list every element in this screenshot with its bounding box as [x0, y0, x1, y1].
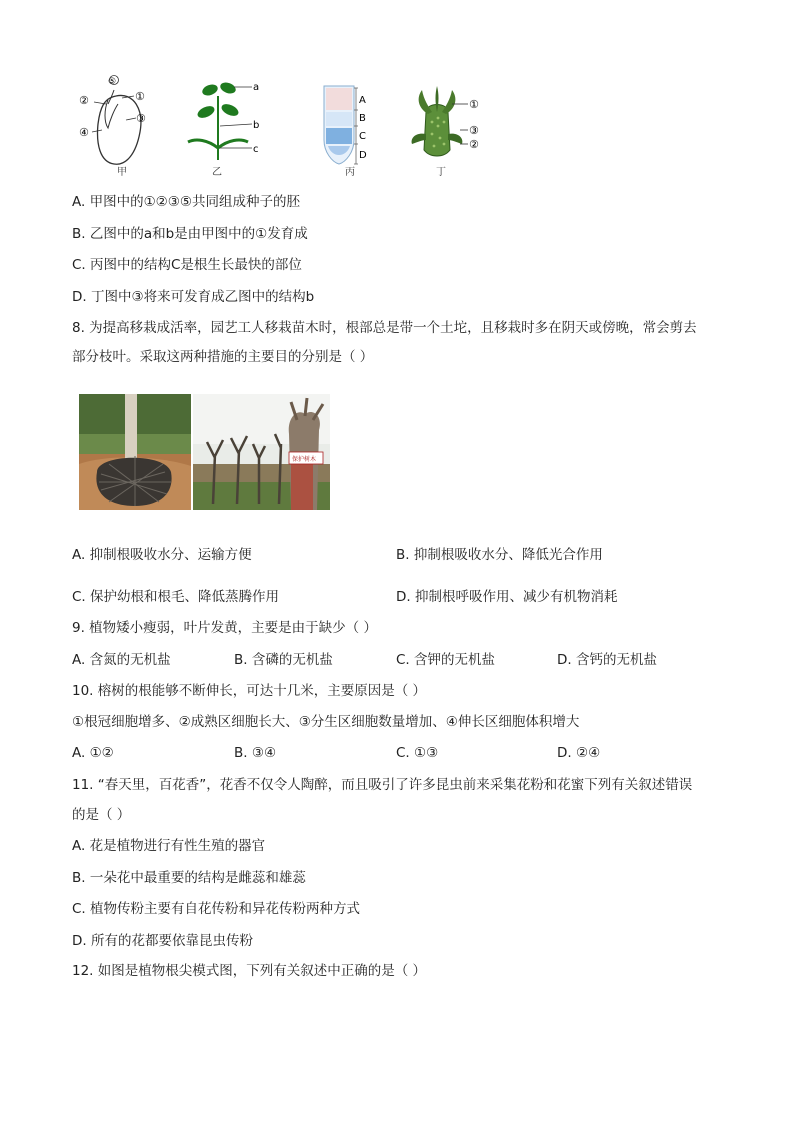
young-leaf-left [419, 90, 432, 114]
q9-option-a: A. 含氮的无机盐 [72, 652, 171, 668]
q7-option-c: C. 丙图中的结构C是根生长最快的部位 [72, 257, 302, 273]
bud-label-2: ② [469, 138, 479, 151]
seedling-label-a: a [253, 82, 260, 93]
figure-label-bing: 丙 [345, 167, 355, 178]
q8-stem-line1: 8. 为提高移栽成活率，园艺工人移栽苗木时，根部总是带一个土坨，且移栽时多在阴天或傍晚，常会剪去 [72, 320, 697, 336]
embryo-shape [105, 100, 118, 128]
bud-label-1: ① [469, 98, 479, 111]
young-leaf-right [442, 90, 455, 114]
q9-stem: 9. 植物矮小瘦弱，叶片发黄，主要是由于缺少（ ） [72, 620, 377, 636]
figure-label-ding: 丁 [436, 167, 446, 178]
root-label-A: A [359, 95, 366, 106]
q11-option-c: C. 植物传粉主要有自花传粉和异花传粉两种方式 [72, 901, 361, 917]
root-tip-diagram [318, 84, 378, 168]
q10-option-d: D. ②④ [557, 745, 601, 761]
seed-label-1: ① [135, 90, 145, 103]
q10-option-b: B. ③④ [234, 745, 277, 761]
figure-label-jia: 甲 [117, 167, 127, 178]
bud-primordium-left [412, 134, 426, 144]
q7-option-a: A. 甲图中的①②③⑤共同组成种子的胚 [72, 194, 300, 210]
seedling-diagram [178, 76, 270, 166]
seedling-label-c: c [253, 144, 259, 155]
q11-stem-line2: 的是（ ） [72, 807, 131, 823]
q11-option-a: A. 花是植物进行有性生殖的器官 [72, 838, 266, 854]
q9-option-c: C. 含钾的无机盐 [396, 652, 496, 668]
mid-leaf-left [196, 104, 217, 121]
seed-diagram [74, 70, 164, 178]
mid-leaf-right [220, 102, 241, 119]
q9-option-d: D. 含钙的无机盐 [557, 652, 657, 668]
root-label-B: B [359, 113, 366, 124]
q10-statement: ①根冠细胞增多、②成熟区细胞长大、③分生区细胞数量增加、④伸长区细胞体积增大 [72, 714, 580, 730]
top-leaf-left [201, 83, 219, 98]
root-label-C: C [359, 131, 366, 142]
bud-primordium-right [448, 134, 462, 144]
q8-option-c: C. 保护幼根和根毛、降低蒸腾作用 [72, 589, 280, 605]
q10-option-c: C. ①③ [396, 745, 439, 761]
seed-label-2: ② [79, 94, 89, 107]
tree-sign: 保护树木 [292, 456, 317, 463]
q10-stem: 10. 榕树的根能够不断伸长，可达十几米，主要原因是（ ） [72, 683, 427, 699]
bud-label-3: ③ [469, 124, 479, 137]
seed-label-4: ④ [79, 126, 89, 139]
q11-option-d: D. 所有的花都要依靠昆虫传粉 [72, 933, 253, 949]
q9-option-b: B. 含磷的无机盐 [234, 652, 333, 668]
seed-label-5: ⑤ [108, 77, 117, 87]
q7-option-d: D. 丁图中③将来可发育成乙图中的结构b [72, 289, 315, 305]
q8-stem-line2: 部分枝叶。采取这两种措施的主要目的分别是（ ） [72, 349, 374, 365]
q10-option-a: A. ①② [72, 745, 114, 761]
bud-diagram [404, 82, 494, 162]
cotyledon-right [218, 140, 248, 148]
figure-label-yi: 乙 [212, 167, 222, 178]
q8-option-a: A. 抑制根吸收水分、运输方便 [72, 547, 252, 563]
q7-option-b: B. 乙图中的a和b是由甲图中的①发育成 [72, 226, 308, 242]
pruned-trees-photo [193, 394, 330, 510]
root-ball-photo [79, 394, 191, 510]
top-leaf-right [219, 81, 237, 96]
q11-option-b: B. 一朵花中最重要的结构是雌蕊和雄蕊 [72, 870, 306, 886]
root-label-D: D [359, 150, 367, 161]
q11-stem-line1: 11. “春天里，百花香”，花香不仅令人陶醉，而且吸引了许多昆虫前来采集花粉和花蜜下列有关叙述错误 [72, 777, 693, 793]
q8-option-d: D. 抑制根呼吸作用、减少有机物消耗 [396, 589, 618, 605]
q12-stem: 12. 如图是植物根尖模式图，下列有关叙述中正确的是（ ） [72, 963, 427, 979]
cotyledon-left [188, 140, 218, 148]
seed-outline [98, 95, 141, 164]
seedling-label-b: b [253, 120, 260, 131]
q8-option-b: B. 抑制根吸收水分、降低光合作用 [396, 547, 603, 563]
seed-label-3: ③ [136, 112, 146, 125]
